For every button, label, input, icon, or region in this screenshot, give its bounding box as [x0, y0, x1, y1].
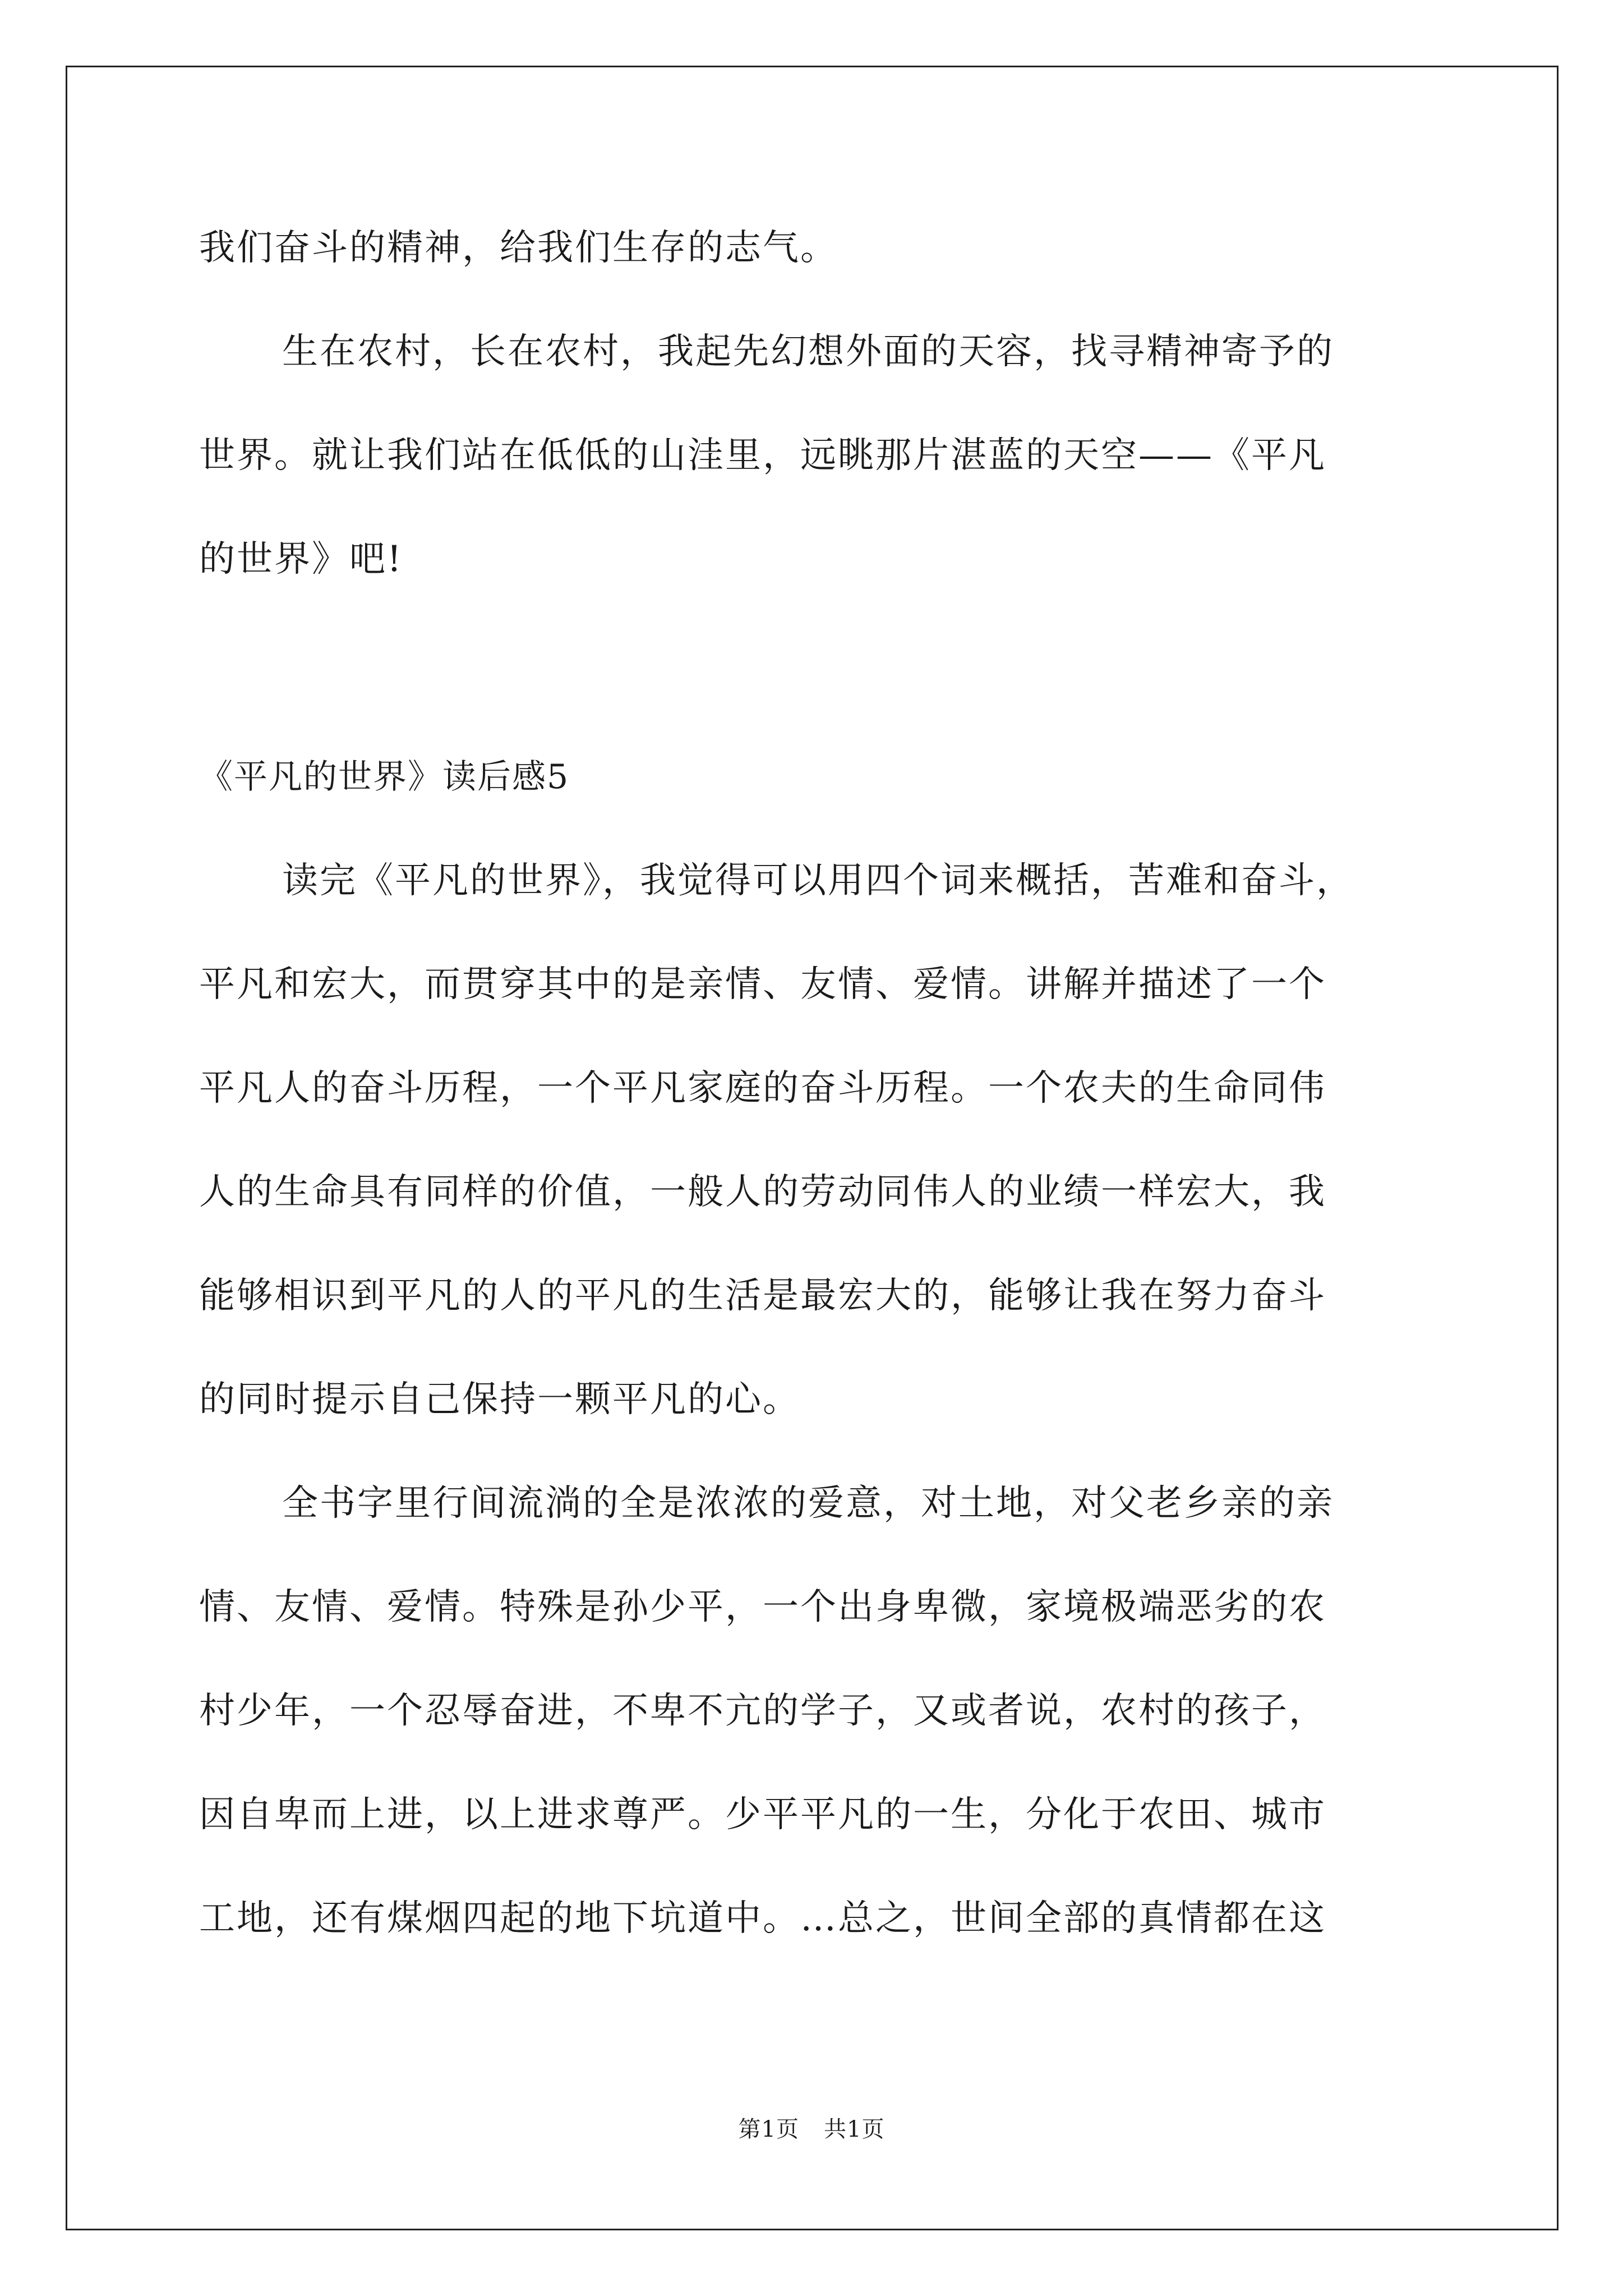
- paragraph-line: 工地，还有煤烟四起的地下坑道中。…总之，世间全部的真情都在这: [199, 1898, 1326, 1939]
- section-heading: 《平凡的世界》读后感5: [199, 757, 570, 797]
- paragraph-line: 情、友情、爱情。特殊是孙少平，一个出身卑微，家境极端恶劣的农: [199, 1586, 1326, 1628]
- paragraph-line: 我们奋斗的精神，给我们生存的志气。: [199, 227, 838, 269]
- paragraph-line: 的同时提示自己保持一颗平凡的心。: [199, 1379, 800, 1420]
- paragraph-line: 因自卑而上进，以上进求尊严。少平平凡的一生，分化于农田、城市: [199, 1794, 1326, 1835]
- paragraph-line: 读完《平凡的世界》，我觉得可以用四个词来概括，苦难和奋斗，: [282, 860, 1354, 901]
- page-footer: [0, 2114, 1623, 2145]
- paragraph-line: 平凡人的奋斗历程，一个平凡家庭的奋斗历程。一个农夫的生命同伟: [199, 1068, 1326, 1109]
- paragraph-line: 的世界》吧!: [199, 539, 403, 580]
- paragraph-line: 生在农村，长在农村，我起先幻想外面的天容，找寻精神寄予的: [282, 331, 1334, 372]
- paragraph-line: 世界。就让我们站在低低的山洼里，远眺那片湛蓝的天空——《平凡: [199, 435, 1326, 476]
- paragraph-line: 全书字里行间流淌的全是浓浓的爱意，对土地，对父老乡亲的亲: [282, 1483, 1334, 1524]
- paragraph-line: 平凡和宏大，而贯穿其中的是亲情、友情、爱情。讲解并描述了一个: [199, 964, 1326, 1005]
- paragraph-line: 能够相识到平凡的人的平凡的生活是最宏大的，能够让我在努力奋斗: [199, 1275, 1326, 1317]
- paragraph-line: 村少年，一个忍辱奋进，不卑不亢的学子，又或者说，农村的孩子，: [199, 1690, 1326, 1732]
- page-number: 第1页: [738, 2116, 799, 2142]
- paragraph-line: 人的生命具有同样的价值，一般人的劳动同伟人的业绩一样宏大，我: [199, 1171, 1326, 1213]
- page-total: 共1页: [824, 2116, 885, 2142]
